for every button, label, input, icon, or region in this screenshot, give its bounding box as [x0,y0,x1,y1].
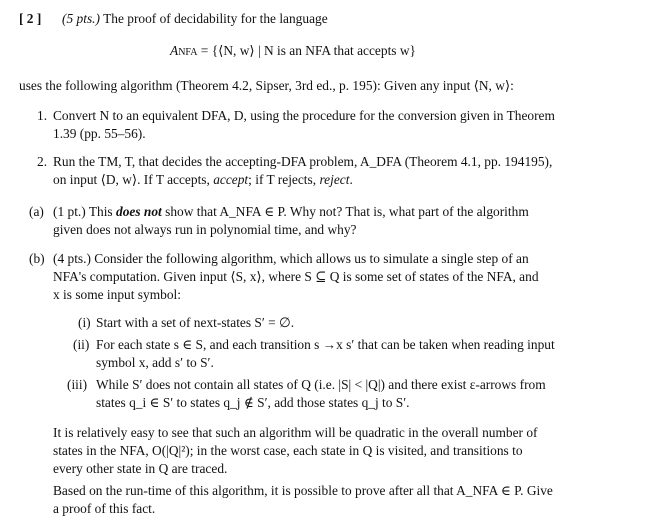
para-1-line-2: states in the NFA, O(|Q|²); in the worst case, each state in Q is visited, and transitions to [53,443,523,458]
lhs-subscript: NFA [178,47,198,58]
step-1-number: 1. [37,108,48,123]
accept-word: accept [213,172,249,187]
part-a-line-2: given does not always run in polynomial time, and why? [53,222,357,237]
para-1-line-1: It is relatively easy to see that such an algorithm will be quadratic in the overall number of [53,425,538,440]
lhs-symbol: A [170,43,179,58]
substep-ii-line-2: symbol x, add s′ to S′. [96,355,214,370]
part-a-line-1 [53,203,529,221]
substep-ii-label: (ii) [73,337,90,352]
part-b-line-2: NFA's computation. Given input ⟨S, x⟩, where S ⊆ Q is some set of states of the NFA, and [53,269,539,284]
part-a-emphasis: does not [116,204,162,219]
part-b-text-1: Consider the following algorithm, which allows us to simulate a single step of an [90,251,529,266]
para-1-line-3: every other state in Q are traced. [53,461,228,476]
part-a-text-a: This [85,204,116,219]
substep-ii-line-1: For each state s ∈ S, and each transition s →x s′ that can be taken when reading input [96,337,555,352]
uses-line: uses the following algorithm (Theorem 4.2, Sipser, 3rd ed., p. 195): Given any input ⟨N, w⟩: [19,78,514,93]
problem-header [19,10,328,28]
part-b-line-1 [53,250,529,268]
part-a-text-b: show that A_NFA ∈ P. Why not? That is, what part of the algorithm [161,204,529,219]
part-a-label: (a) [29,204,44,219]
language-definition [170,42,416,62]
substep-iii-line-2: states q_i ∈ S′ to states q_j ∉ S′, add those states q_j to S′. [96,395,410,410]
step-1-line-1: Convert N to an equivalent DFA, D, using the procedure for the conversion given in Theorem [53,108,555,123]
part-b-points: (4 pts.) [53,251,91,266]
para-2-line-2: a proof of this fact. [53,501,156,516]
intro-text: The proof of decidability for the language [103,11,328,26]
substep-i-line-1: Start with a set of next-states S′ = ∅. [96,315,295,330]
substep-iii-label: (iii) [67,377,88,392]
para-2-line-1: Based on the run-time of this algorithm, it is possible to prove after all that A_NFA ∈ P. Give [53,483,553,498]
part-a-points: (1 pt.) [53,204,86,219]
step-2-line-2 [53,171,353,189]
step-2-line-1: Run the TM, T, that decides the accepting-DFA problem, A_DFA (Theorem 4.1, pp. 194195), [53,154,553,169]
step-2-text-b: ; if T rejects, [248,172,320,187]
substep-iii-line-1: While S′ does not contain all states of Q (i.e. |S| < |Q|) and there exist ε-arrows from [96,377,546,392]
definition-rhs: = {⟨N, w⟩ | N is an NFA that accepts w} [197,43,416,58]
points-label: (5 pts.) [62,11,100,26]
reject-word: reject [319,172,350,187]
part-b-label: (b) [29,251,45,266]
problem-number: [ 2 ] [19,11,42,26]
step-1-line-2: 1.39 (pp. 55–56). [53,126,146,141]
step-2-text-c: . [349,172,353,187]
substep-i-label: (i) [78,315,91,330]
part-b-line-3: x is some input symbol: [53,287,181,302]
step-2-number: 2. [37,154,48,169]
step-2-text-a: on input ⟨D, w⟩. If T accepts, [53,172,214,187]
